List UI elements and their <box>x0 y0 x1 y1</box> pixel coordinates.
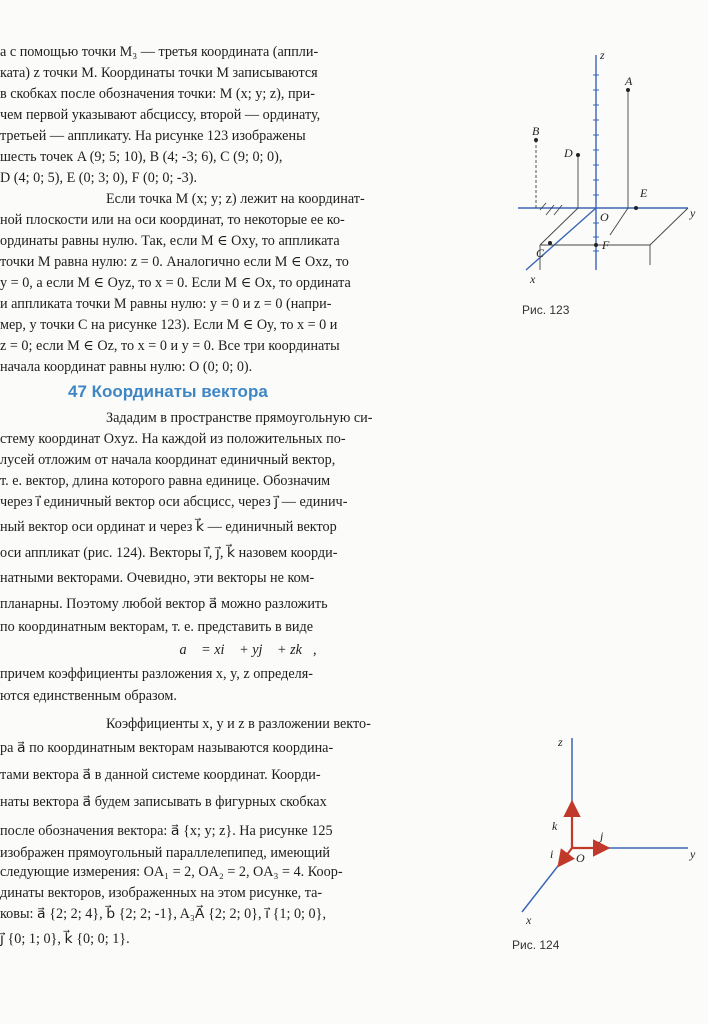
text-line: следующие измерения: OA₁ = 2, OA₂ = 2, OA₃ = 4. Коор- <box>0 864 343 880</box>
text-line: натными векторами. Очевидно, эти векторы не ком- <box>0 570 315 586</box>
fig123-label-D: D <box>564 146 573 160</box>
text-line: D (4; 0; 5), E (0; 3; 0), F (0; 0; -3). <box>0 170 198 186</box>
text-line: ката) z точки M. Координаты точки M записываются <box>0 65 318 81</box>
text-line: в скобках после обозначения точки: M (x; y; z), при- <box>0 86 315 102</box>
fig123-label-F: F <box>602 238 610 252</box>
text-line: ный вектор оси ординат и через k⃗ — единичный вектор <box>0 519 337 535</box>
fig124-label-k: k⃗ <box>552 819 567 833</box>
fig124-label-j: j⃗ <box>600 829 613 843</box>
fig124-label-z: z <box>558 735 563 749</box>
text-line: ной плоскости или на оси координат, то некоторые ее ко- <box>0 212 345 228</box>
text-line: z = 0; если M ∈ Oz, то x = 0 и y = 0. Все три координаты <box>0 338 340 354</box>
text-line: Зададим в пространстве прямоугольную си- <box>106 410 373 426</box>
text-line: причем коэффициенты разложения x, y, z определя- <box>0 666 313 682</box>
text-line: стему координат Oxyz. На каждой из положительных по- <box>0 431 346 447</box>
fig124-label-i: i⃗ <box>550 847 563 861</box>
text-line: ковы: a⃗ {2; 2; 4}, b⃗ {2; 2; -1}, A₃A⃗ {2; 2; 0}, i⃗ {1; 0; 0}, <box>0 906 326 922</box>
fig124-label-y: y <box>690 847 696 861</box>
x-axis <box>526 208 596 270</box>
fig123-label-y: y <box>690 206 696 220</box>
fig123-label-C: C <box>536 246 545 260</box>
text-line: шесть точек A (9; 5; 10), B (4; -3; 6), C (9; 0; 0), <box>0 149 283 165</box>
text-line: планарны. Поэтому любой вектор a⃗ можно разложить <box>0 596 328 612</box>
fig123-label-E: E <box>640 186 648 200</box>
figure-123-diagram <box>510 45 708 285</box>
text-line: начала координат равны нулю: O (0; 0; 0). <box>0 359 253 375</box>
formula: a⃗ = xi⃗ + yj⃗ + zk⃗, <box>179 642 317 658</box>
text-line: точки M равна нулю: z = 0. Аналогично если M ∈ Oxz, то <box>0 254 349 270</box>
figure-123-caption: Рис. 123 <box>522 303 570 317</box>
fig123-label-z: z <box>600 48 605 62</box>
text-line: наты вектора a⃗ будем записывать в фигурных скобках <box>0 794 327 810</box>
section-heading: 47 Координаты вектора <box>68 382 268 401</box>
text-line: Если точка M (x; y; z) лежит на координат- <box>106 191 365 207</box>
figure-123 <box>510 45 708 317</box>
text-line: j⃗ {0; 1; 0}, k⃗ {0; 0; 1}. <box>0 931 130 947</box>
text-line: чем первой указывают абсциссу, второй — ординату, <box>0 107 321 123</box>
figure-124-diagram <box>510 730 708 930</box>
text-line: по координатным векторам, т. е. представить в виде <box>0 619 314 635</box>
fig124-label-x: x <box>526 913 532 927</box>
fig123-label-A: A <box>625 74 633 88</box>
fig124-label-O: O <box>576 851 585 865</box>
fig123-label-B: B <box>532 124 540 138</box>
fig123-label-O: O <box>600 210 609 224</box>
figure-124 <box>510 730 708 960</box>
fig123-label-x: x <box>530 272 536 285</box>
text-line: т. е. вектор, длина которого равна единице. Обозначим <box>0 473 331 489</box>
text-line: тами вектора a⃗ в данной системе координат. Коорди- <box>0 767 321 783</box>
text-line: после обозначения вектора: a⃗ {x; y; z}. На рисунке 125 <box>0 823 333 839</box>
text-line: и аппликата точки M равны нулю: y = 0 и z = 0 (напри- <box>0 296 332 312</box>
text-line: мер, у точки C на рисунке 123). Если M ∈ Oy, то x = 0 и <box>0 317 338 333</box>
text-line: третьей — аппликату. На рисунке 123 изображены <box>0 128 306 144</box>
text-line: Коэффициенты x, y и z в разложении векто- <box>106 716 371 732</box>
text-line: ра a⃗ по координатным векторам называются координа- <box>0 740 334 756</box>
text-line: лусей отложим от начала координат единичный вектор, <box>0 452 336 468</box>
text-line: динаты векторов, изображенных на этом рисунке, та- <box>0 885 323 901</box>
text-line: ординаты равны нулю. Так, если M ∈ Oxy, то аппликата <box>0 233 340 249</box>
figure-124-caption: Рис. 124 <box>512 938 560 952</box>
text-line: а с помощью точки M₃ — третья координата (аппли- <box>0 44 319 60</box>
text-line: оси аппликат (рис. 124). Векторы i⃗, j⃗, k⃗ назовем коорди- <box>0 545 338 561</box>
text-line: через i⃗ единичный вектор оси абсцисс, через j⃗ — единич- <box>0 494 348 510</box>
text-line: ются единственным образом. <box>0 688 177 704</box>
text-line: изображен прямоугольный параллелепипед, имеющий <box>0 845 330 861</box>
text-line: y = 0, а если M ∈ Oyz, то x = 0. Если M ∈ Ox, то ордината <box>0 275 351 291</box>
